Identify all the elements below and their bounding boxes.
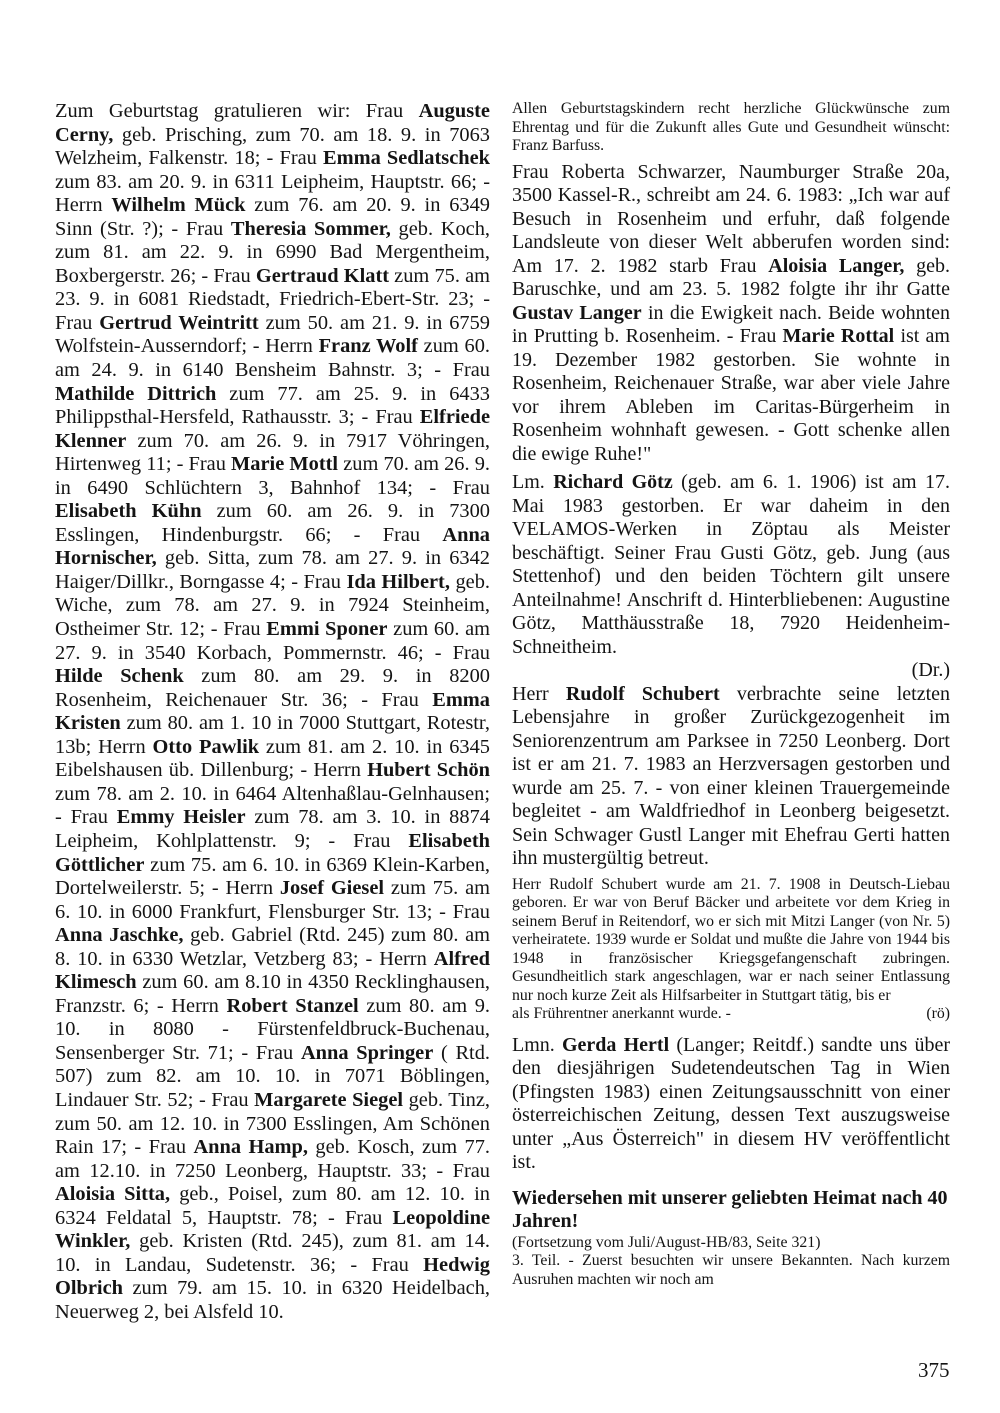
obituary-goetz: Lm. Richard Götz (geb. am 6. 1. 1906) ist am 17. Mai 1983 gestorben. Er war daheim in den VELAMOS-Werken in Zöptau als Meister beschäftigt. Seiner Frau Gusti Götz, geb. Jung (aus Stettenhof) und den beiden Töchtern gilt unsere Anteilnahme! Anschrift d. Hinterbliebenen: Augustine Götz, Matthäusstraße 18, 7920 Heidenheim-Schneitheim. (512, 471, 951, 658)
news-column (512, 100, 950, 1289)
wishes-note: Allen Geburtstagskindern recht herzliche Glückwünsche zum Ehrentag und für die Zukunft alles Gute und Gesundheit wünscht: Franz Barfuss. (512, 100, 950, 154)
article-heading: Wiedersehen mit unserer geliebten Heimat nach 40 Jahren! (512, 1186, 948, 1232)
schubert-biography: Herr Rudolf Schubert wurde am 21. 7. 1908 in Deutsch-Liebau geboren. Er war von Beruf Bäcker und arbeitete vor dem Krieg in seinem Beruf in Reitendorf, wo er sich mit Mitzi Langer (von Nr. 5) verheiratete. 1939 wurde er Soldat und mußte die Jahre von 1944 bis 1948 in französischer Kriegsgefangenschaft zubringen. Gesundheitlich stark angeschlagen, war er nach seiner Entlassung nur noch kurze Zeit als Hilfsarbeiter in Stuttgart tätig, bis er (512, 875, 950, 1004)
hertl-note: Lmn. Gerda Hertl (Langer; Reitdf.) sandte uns über den diesjährigen Sudetendeutschen Tag in Wien (Pfingsten 1983) einen Zeitungsausschnitt von einer österreichischen Zeitung, dessen Text auszugsweise unter „Aus Österreich" in diesem HV veröffentlicht ist. (512, 1033, 950, 1173)
birthday-list-text: Zum Geburtstag gratulieren wir: Frau Auguste Cerny, geb. Prisching, zum 70. am 18. 9. in 7063 Welzheim, Falkenstr. 18; - Frau Emma Sedlatschek zum 83. am 20. 9. in 6311 Leipheim, Hauptstr. 66; - Herrn Wilhelm Mück zum 76. am 20. 9. in 6349 Sinn (Str. ?); - Frau Theresia Sommer, geb. Koch, zum 81. am 22. 9. in 6990 Bad Mergentheim, Boxbergerstr. 26; - Frau Gertraud Klatt zum 75. am 23. 9. in 6081 Riedstadt, Friedrich-Ebert-Str. 23; - Frau Gertrud Weintritt zum 50. am 21. 9. in 6759 Wolfstein-Ausserndorf; - Herrn Franz Wolf zum 60. am 24. 9. in 6140 Bensheim Bahnstr. 3; - Frau Mathilde Dittrich zum 77. am 25. 9. in 6433 Philippsthal-Hersfeld, Rathausstr. 3; - Frau Elfriede Klenner zum 70. am 26. 9. in 7917 Vöhringen, Hirtenweg 11; - Frau Marie Mottl zum 70. am 26. 9. in 6490 Schlüchtern 3, Bahnhof 134; - Frau Elisabeth Kühn zum 60. am 26. 9. in 7300 Esslingen, Hindenburgstr. 66; - Frau Anna Hornischer, geb. Sitta, zum 78. am 27. 9. in 6342 Haiger/Dillkr., Borngasse 4; - Frau Ida Hilbert, geb. Wiche, zum 78. am 27. 9. in 7924 Steinheim, Ostheimer Str. 12; - Frau Emmi Sponer zum 60. am 27. 9. in 3540 Korbach, Pommernstr. 46; - Frau Hilde Schenk zum 80. am 29. 9. in 8200 Rosenheim, Reichenauer Str. 36; - Frau Emma Kristen zum 80. am 1. 10 in 7000 Stuttgart, Rotestr, 13b; Herrn Otto Pawlik zum 81. am 2. 10. in 6345 Eibelshausen üb. Dillenburg; - Herrn Hubert Schön zum 78. am 2. 10. in 6464 Altenhaßlau-Gelnhausen; - Frau Emmy Heisler zum 78. am 3. 10. in 8874 Leipheim, Kohlplattenstr. 9; - Frau Elisabeth Göttlicher zum 75. am 6. 10. in 6369 Klein-Karben, Dortelweilerstr. 5; - Herrn Josef Giesel zum 75. am 6. 10. in 6000 Frankfurt, Flensburger Str. 13; - Frau Anna Jaschke, geb. Gabriel (Rtd. 245) zum 80. am 8. 10. in 6330 Wetzlar, Vetzberg 83; - Herrn Alfred Klimesch zum 60. am 8.10 in 4350 Recklinghausen, Franzstr. 6; - Herrn Robert Stanzel zum 80. am 9. 10. in 8080 - Fürstenfeldbruck-Buchenau, Sensenberger Str. 71; - Frau Anna Springer ( Rtd. 507) zum 82. am 10. 10. in 7071 Böblingen, Lindauer Str. 52; - Frau Margarete Siegel geb. Tinz, zum 50. am 12. 10. in 7300 Esslingen, Am Schönen Rain 17; - Frau Anna Hamp, geb. Kosch, zum 77. am 12.10. in 7250 Leonberg, Hauptstr. 33; - Frau Aloisia Sitta, geb., Poisel, zum 80. am 12. 10. in 6324 Feldatal 5, Hauptstr. 78; - Frau Leopoldine Winkler, geb. Kristen (Rtd. 245), zum 81. am 14. 10. in Landau, Sudetenstr. 36; - Frau Hedwig Olbrich zum 79. am 15. 10. in 6320 Heidelbach, Neuerweg 2, bei Alsfeld 10. (55, 100, 491, 1323)
schubert-biography-end (512, 1005, 950, 1024)
page-number: 375 (918, 1358, 950, 1382)
obituary-goetz-signature: (Dr.) (911, 659, 950, 681)
schubert-biography-last-line: als Frührentner anerkannt wurde. - (512, 1005, 731, 1022)
obituary-rosenheim: Frau Roberta Schwarzer, Naumburger Straße 20a, 3500 Kassel-R., schreibt am 24. 6. 1983: „Ich war auf Besuch in Rosenheim und erfuhr, daß folgende Landsleute von dieser Welt abberufen worden sind: Am 17. 2. 1982 starb Frau Aloisia Langer, geb. Baruschke, und am 23. 5. 1982 folgte ihr ihr Gatte Gustav Langer in die Ewigkeit nach. Beide wohnten in Prutting b. Rosenheim. - Frau Marie Rottal ist am 19. Dezember 1982 gestorben. Sie wohnte in Rosenheim, Reichenauer Straße, war aber viele Jahre vor ihrem Ableben im Caritas-Bürgerheim in Rosenheim wohnhaft gewesen. - Gott schenke allen die ewige Ruhe!" (512, 160, 950, 465)
article-continuation-note: (Fortsetzung vom Juli/August-HB/83, Seite 321) (512, 1233, 821, 1251)
obituary-schubert: Herr Rudolf Schubert verbrachte seine letzten Lebensjahre in großer Zurückgezogenheit im Seniorenzentrum am Parksee in 7250 Leonberg. Dort ist er am 21. 7. 1983 an Herzversagen gestorben und wurde am 25. 7. - von einer kleinen Trauergemeinde begleitet - am Waldfriedhof in Leonberg beigesetzt. Sein Schwager Gustl Langer mit Ehefrau Gerti hatten ihn mustergültig betreut. (512, 682, 951, 869)
birthday-column (55, 100, 490, 1324)
article-part-3-text: 3. Teil. - Zuerst besuchten wir unsere Bekannten. Nach kurzem Ausruhen machten wir noch am (512, 1252, 950, 1288)
schubert-signature: (rö) (926, 1005, 950, 1022)
